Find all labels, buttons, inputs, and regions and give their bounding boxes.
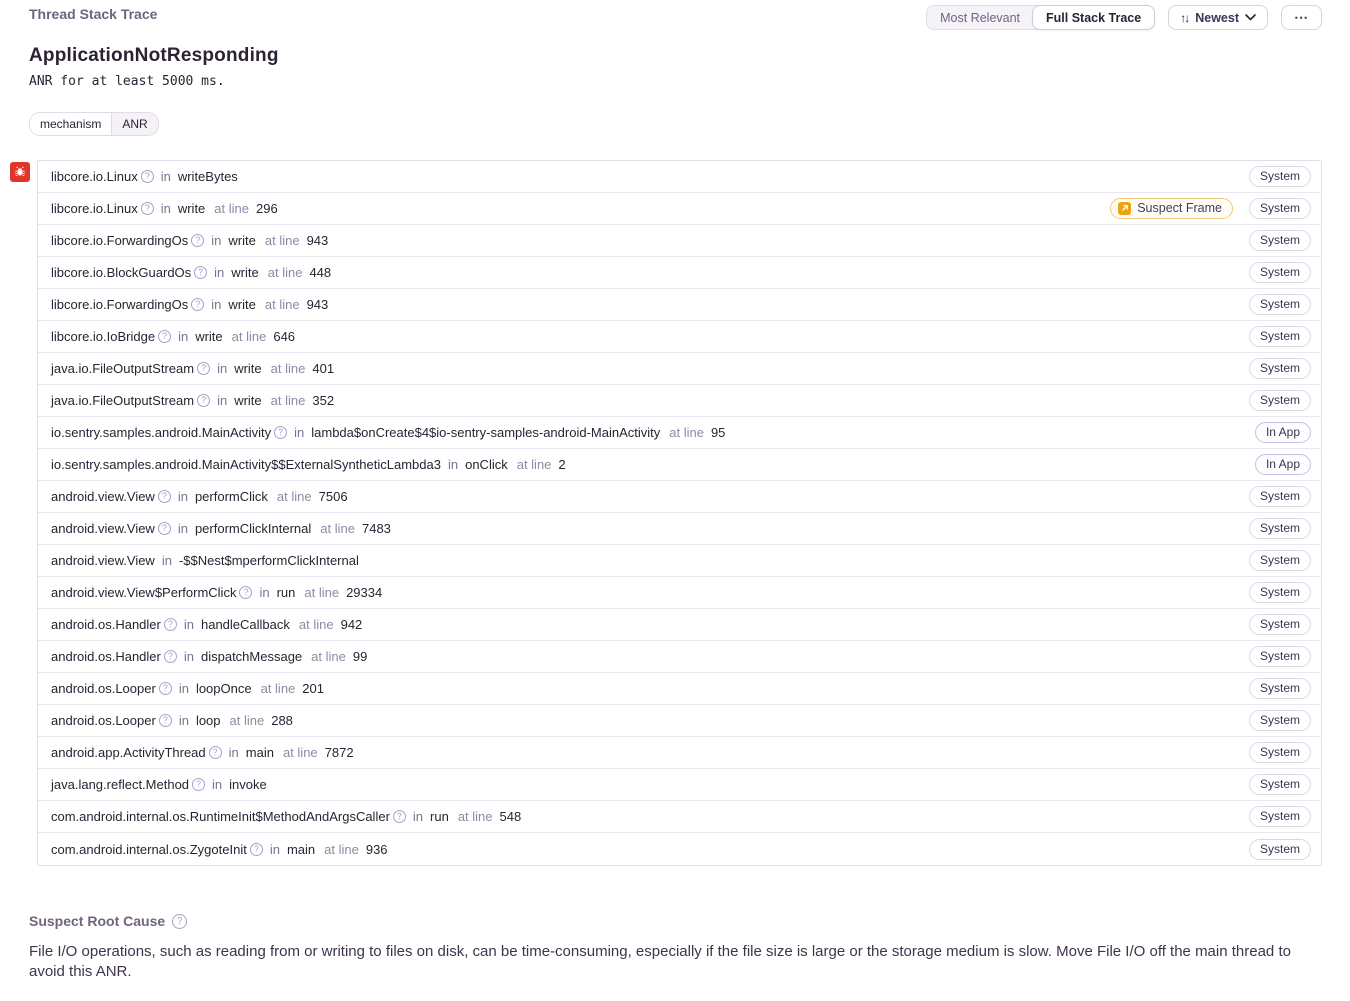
- frame-badge: System: [1249, 710, 1311, 731]
- frame-badge: System: [1249, 678, 1311, 699]
- frame-function: write: [234, 361, 262, 376]
- frame-module: io.sentry.samples.android.MainActivity$$ExternalSyntheticLambda3: [51, 457, 441, 472]
- frame-module: android.view.View: [51, 521, 155, 536]
- stack-frame-row[interactable]: [38, 609, 1321, 641]
- frame-line-number: 99: [352, 649, 368, 664]
- stack-frame-row[interactable]: [38, 513, 1321, 545]
- stack-frame-row[interactable]: [38, 161, 1321, 193]
- stack-frame-row[interactable]: [38, 737, 1321, 769]
- help-icon[interactable]: ?: [209, 746, 222, 759]
- frame-badge: System: [1249, 646, 1311, 667]
- stack-frame-row[interactable]: [38, 641, 1321, 673]
- bug-icon: [13, 165, 27, 179]
- stack-frame-row[interactable]: [38, 257, 1321, 289]
- frame-badge: System: [1249, 774, 1311, 795]
- frame-module: android.view.View: [51, 489, 155, 504]
- frame-description: [51, 842, 388, 857]
- frame-function: writeBytes: [177, 169, 238, 184]
- frame-function: lambda$onCreate$4$io-sentry-samples-android-MainActivity: [311, 425, 661, 440]
- frame-badge: System: [1249, 742, 1311, 763]
- frame-description: [51, 297, 328, 312]
- help-icon[interactable]: ?: [250, 843, 263, 856]
- stack-frame-row[interactable]: [38, 577, 1321, 609]
- help-icon[interactable]: ?: [274, 426, 287, 439]
- frame-line-number: 936: [365, 841, 388, 857]
- suspect-frame-badge[interactable]: [1110, 198, 1233, 219]
- frame-badges: [1249, 166, 1311, 187]
- tags-row: [29, 112, 1322, 136]
- frame-in-label: in: [160, 201, 171, 216]
- help-icon[interactable]: ?: [164, 618, 177, 631]
- stack-frame-row[interactable]: [38, 769, 1321, 801]
- stack-frame-row[interactable]: [38, 545, 1321, 577]
- stack-frame-row[interactable]: [38, 833, 1321, 865]
- help-icon[interactable]: ?: [159, 714, 172, 727]
- frame-badge: System: [1249, 294, 1311, 315]
- frame-at-line-label: at line: [260, 681, 296, 696]
- frame-function: -$$Nest$mperformClickInternal: [178, 553, 359, 568]
- frame-at-line-label: at line: [231, 329, 267, 344]
- frame-in-label: in: [212, 777, 223, 792]
- suspect-root-cause-header: [29, 913, 1322, 929]
- frame-badges: [1249, 582, 1311, 603]
- frame-description: [51, 553, 359, 568]
- toolbar: [926, 5, 1322, 30]
- event-subtitle: ANR for at least 5000 ms.: [29, 74, 225, 89]
- frame-description: [51, 489, 348, 504]
- frame-function: run: [430, 809, 449, 824]
- frame-module: libcore.io.Linux: [51, 169, 138, 184]
- frame-module: android.os.Looper: [51, 681, 156, 696]
- frame-module: libcore.io.BlockGuardOs: [51, 265, 192, 280]
- frame-badge: System: [1249, 839, 1311, 860]
- frame-line-number: 548: [499, 809, 522, 824]
- frame-function: write: [234, 393, 262, 408]
- frame-in-label: in: [211, 233, 222, 248]
- frame-at-line-label: at line: [324, 841, 359, 857]
- frame-in-label: in: [447, 457, 459, 472]
- frame-badge: System: [1249, 198, 1311, 219]
- most-relevant-button[interactable]: Most Relevant: [940, 10, 1021, 25]
- frame-badge: System: [1249, 166, 1311, 187]
- frame-in-label: in: [160, 169, 171, 184]
- suspect-root-cause-section: [29, 913, 1322, 982]
- frame-module: android.app.ActivityThread: [51, 745, 206, 760]
- frame-in-label: in: [294, 425, 305, 440]
- frame-badge: System: [1249, 806, 1311, 827]
- frame-line-number: 95: [710, 425, 726, 440]
- frame-at-line-label: at line: [264, 233, 300, 248]
- frame-in-label: in: [177, 521, 188, 536]
- frame-module: libcore.io.Linux: [51, 201, 138, 216]
- frame-function: loop: [195, 713, 221, 728]
- frame-badge: System: [1249, 262, 1311, 283]
- frame-at-line-label: at line: [276, 489, 312, 504]
- suspect-root-cause-body: File I/O operations, such as reading from or writing to files on disk, can be time-consuming, especially if the file size is large or the storage medium is slow. Move File I/O off the main thread to avoid this ANR.: [29, 943, 1291, 980]
- frame-function: run: [276, 585, 296, 600]
- frame-description: [51, 809, 521, 824]
- frame-badges: [1255, 454, 1311, 475]
- frame-description: [51, 265, 331, 280]
- help-icon[interactable]: ?: [159, 682, 172, 695]
- frame-line-number: 29334: [346, 585, 383, 600]
- frame-badges: [1249, 646, 1311, 667]
- frame-description: [51, 681, 324, 696]
- frame-in-label: in: [178, 713, 189, 728]
- frame-line-number: 7483: [361, 521, 391, 536]
- stack-frames-list: [37, 160, 1322, 866]
- frame-badges: [1249, 839, 1311, 860]
- frame-module: android.os.Looper: [51, 713, 156, 728]
- frame-function: main: [286, 841, 316, 857]
- help-icon[interactable]: ?: [393, 810, 406, 823]
- frame-badges: [1249, 390, 1311, 411]
- frame-module: android.os.Handler: [51, 617, 161, 632]
- frame-module: com.android.internal.os.ZygoteInit: [51, 841, 247, 857]
- help-icon[interactable]: ?: [172, 914, 187, 929]
- frame-badges: [1249, 230, 1311, 251]
- stack-frame-row[interactable]: [38, 289, 1321, 321]
- frame-description: [51, 521, 391, 536]
- frame-in-label: in: [217, 361, 228, 376]
- frame-badge: System: [1249, 326, 1311, 347]
- frame-function: loopOnce: [195, 681, 252, 696]
- frame-module: android.view.View: [51, 553, 155, 568]
- frame-module: java.io.FileOutputStream: [51, 393, 195, 408]
- frame-line-number: 401: [312, 361, 335, 376]
- stack-frame-row[interactable]: [38, 673, 1321, 705]
- help-icon[interactable]: ?: [158, 522, 171, 535]
- frame-description: [51, 425, 725, 440]
- frame-function: dispatchMessage: [200, 649, 303, 664]
- panel-header: [29, 5, 1322, 30]
- frame-at-line-label: at line: [304, 585, 340, 600]
- frame-at-line-label: at line: [264, 297, 300, 312]
- frame-line-number: 288: [271, 713, 293, 728]
- frame-at-line-label: at line: [282, 745, 318, 760]
- help-icon[interactable]: ?: [197, 394, 210, 407]
- frame-badge: System: [1249, 390, 1311, 411]
- frame-description: [51, 393, 334, 408]
- frame-function: write: [195, 329, 223, 344]
- frame-badges: [1249, 358, 1311, 379]
- external-link-icon: [1118, 202, 1131, 215]
- frame-function: handleCallback: [200, 617, 290, 632]
- frame-at-line-label: at line: [214, 201, 249, 216]
- frame-in-label: in: [178, 329, 189, 344]
- frame-at-line-label: at line: [311, 649, 346, 664]
- frame-description: [51, 649, 367, 664]
- frame-badge: System: [1249, 486, 1311, 507]
- help-icon[interactable]: ?: [191, 234, 204, 247]
- frame-line-number: 201: [302, 681, 324, 696]
- frame-description: [51, 713, 293, 728]
- frame-badges: [1249, 262, 1311, 283]
- error-platform-icon: [10, 162, 30, 182]
- stack-frame-row[interactable]: [38, 481, 1321, 513]
- stack-frame-row[interactable]: [38, 225, 1321, 257]
- frame-at-line-label: at line: [320, 521, 355, 536]
- frame-description: [51, 777, 267, 792]
- frame-badge: In App: [1255, 454, 1311, 475]
- frame-line-number: 943: [306, 233, 329, 248]
- stack-frame-row[interactable]: [38, 193, 1321, 225]
- help-icon[interactable]: ?: [197, 362, 210, 375]
- frame-badges: [1249, 806, 1311, 827]
- help-icon[interactable]: ?: [141, 170, 154, 183]
- frame-description: [51, 329, 295, 344]
- frame-module: libcore.io.IoBridge: [51, 329, 156, 344]
- frame-function: performClickInternal: [194, 521, 312, 536]
- frame-description: [51, 169, 238, 184]
- frame-badge: In App: [1255, 422, 1311, 443]
- stack-frame-row[interactable]: [38, 385, 1321, 417]
- more-options-button[interactable]: ⋯: [1281, 5, 1322, 30]
- frame-at-line-label: at line: [669, 425, 704, 440]
- sort-dropdown-button[interactable]: [1168, 5, 1268, 30]
- frame-badges: [1249, 518, 1311, 539]
- frame-badges: [1255, 422, 1311, 443]
- frame-at-line-label: at line: [457, 809, 493, 824]
- frame-badges: [1249, 678, 1311, 699]
- frame-function: invoke: [229, 777, 267, 792]
- frame-in-label: in: [178, 681, 189, 696]
- tag-mechanism[interactable]: [29, 112, 159, 136]
- frame-function: write: [177, 201, 206, 216]
- frame-line-number: 646: [273, 329, 296, 344]
- frame-module: libcore.io.ForwardingOs: [51, 297, 189, 312]
- frame-in-label: in: [217, 393, 228, 408]
- frame-function: performClick: [194, 489, 268, 504]
- frame-module: java.lang.reflect.Method: [51, 777, 190, 792]
- frame-function: main: [245, 745, 274, 760]
- frame-badges: [1249, 294, 1311, 315]
- frame-module: android.view.View$PerformClick: [51, 585, 237, 600]
- frame-badges: [1249, 774, 1311, 795]
- panel-title: Thread Stack Trace: [29, 6, 158, 22]
- stack-frame-row[interactable]: [38, 449, 1321, 481]
- frame-at-line-label: at line: [229, 713, 265, 728]
- frame-description: [51, 617, 362, 632]
- frame-in-label: in: [161, 553, 172, 568]
- suspect-root-cause-title: Suspect Root Cause: [29, 913, 166, 929]
- tag-key: mechanism: [30, 113, 111, 135]
- frame-line-number: 352: [312, 393, 335, 408]
- sort-label: Newest: [1195, 10, 1239, 25]
- full-stack-trace-button[interactable]: Full Stack Trace: [1032, 5, 1155, 30]
- frame-line-number: 943: [306, 297, 329, 312]
- stack-frame-row[interactable]: [38, 705, 1321, 737]
- stack-frame-row[interactable]: [38, 321, 1321, 353]
- frame-badges: [1249, 326, 1311, 347]
- frame-at-line-label: at line: [267, 265, 303, 280]
- suspect-frame-label: Suspect Frame: [1137, 201, 1222, 215]
- event-title: ApplicationNotResponding: [29, 45, 279, 66]
- frame-badge: System: [1249, 550, 1311, 571]
- frame-badge: System: [1249, 582, 1311, 603]
- help-icon[interactable]: ?: [141, 202, 154, 215]
- frame-line-number: 7872: [324, 745, 354, 760]
- help-icon[interactable]: ?: [194, 266, 207, 279]
- frame-description: [51, 457, 566, 472]
- frame-in-label: in: [177, 489, 188, 504]
- frame-at-line-label: at line: [298, 617, 334, 632]
- frame-in-label: in: [228, 745, 239, 760]
- frame-badges: [1249, 614, 1311, 635]
- frame-description: [51, 201, 278, 216]
- sort-arrows-icon: ↑↓: [1180, 10, 1189, 25]
- stack-frame-row[interactable]: [38, 353, 1321, 385]
- frame-badges: [1249, 486, 1311, 507]
- frame-description: [51, 585, 382, 600]
- frame-at-line-label: at line: [270, 361, 306, 376]
- frame-badge: System: [1249, 518, 1311, 539]
- frame-in-label: in: [259, 585, 270, 600]
- frame-in-label: in: [183, 617, 194, 632]
- frame-line-number: 7506: [318, 489, 348, 504]
- stack-trace-section: [29, 160, 1322, 866]
- frame-badges: [1249, 550, 1311, 571]
- frame-badge: System: [1249, 614, 1311, 635]
- stack-frame-row[interactable]: [38, 801, 1321, 833]
- frame-badge: System: [1249, 230, 1311, 251]
- frame-badges: [1249, 710, 1311, 731]
- help-icon[interactable]: ?: [192, 778, 205, 791]
- frame-line-number: 296: [256, 201, 278, 216]
- tag-value: ANR: [111, 113, 157, 135]
- frame-line-number: 2: [558, 457, 566, 472]
- help-icon[interactable]: ?: [191, 298, 204, 311]
- help-icon[interactable]: ?: [158, 490, 171, 503]
- frame-module: java.io.FileOutputStream: [51, 361, 195, 376]
- frame-in-label: in: [269, 841, 280, 857]
- frame-badges: [1249, 742, 1311, 763]
- chevron-down-icon: [1245, 14, 1256, 21]
- frame-in-label: in: [211, 297, 222, 312]
- help-icon[interactable]: ?: [164, 650, 177, 663]
- frame-badges: [1110, 198, 1311, 219]
- trace-view-segmented-control: [926, 5, 1155, 30]
- frame-module: io.sentry.samples.android.MainActivity: [51, 425, 272, 440]
- frame-module: android.os.Handler: [51, 649, 161, 664]
- frame-line-number: 448: [309, 265, 332, 280]
- help-icon[interactable]: ?: [158, 330, 171, 343]
- frame-description: [51, 745, 354, 760]
- frame-module: libcore.io.ForwardingOs: [51, 233, 189, 248]
- frame-at-line-label: at line: [270, 393, 306, 408]
- frame-function: write: [231, 265, 259, 280]
- frame-line-number: 942: [340, 617, 363, 632]
- frame-in-label: in: [214, 265, 225, 280]
- frame-function: onClick: [465, 457, 508, 472]
- stack-frame-row[interactable]: [38, 417, 1321, 449]
- frame-function: write: [228, 233, 256, 248]
- frame-at-line-label: at line: [516, 457, 552, 472]
- frame-description: [51, 361, 334, 376]
- help-icon[interactable]: ?: [239, 586, 252, 599]
- frame-in-label: in: [183, 649, 194, 664]
- frame-module: com.android.internal.os.RuntimeInit$MethodAndArgsCaller: [51, 809, 390, 824]
- frame-in-label: in: [412, 809, 424, 824]
- frame-function: write: [228, 297, 256, 312]
- frame-description: [51, 233, 328, 248]
- frame-badge: System: [1249, 358, 1311, 379]
